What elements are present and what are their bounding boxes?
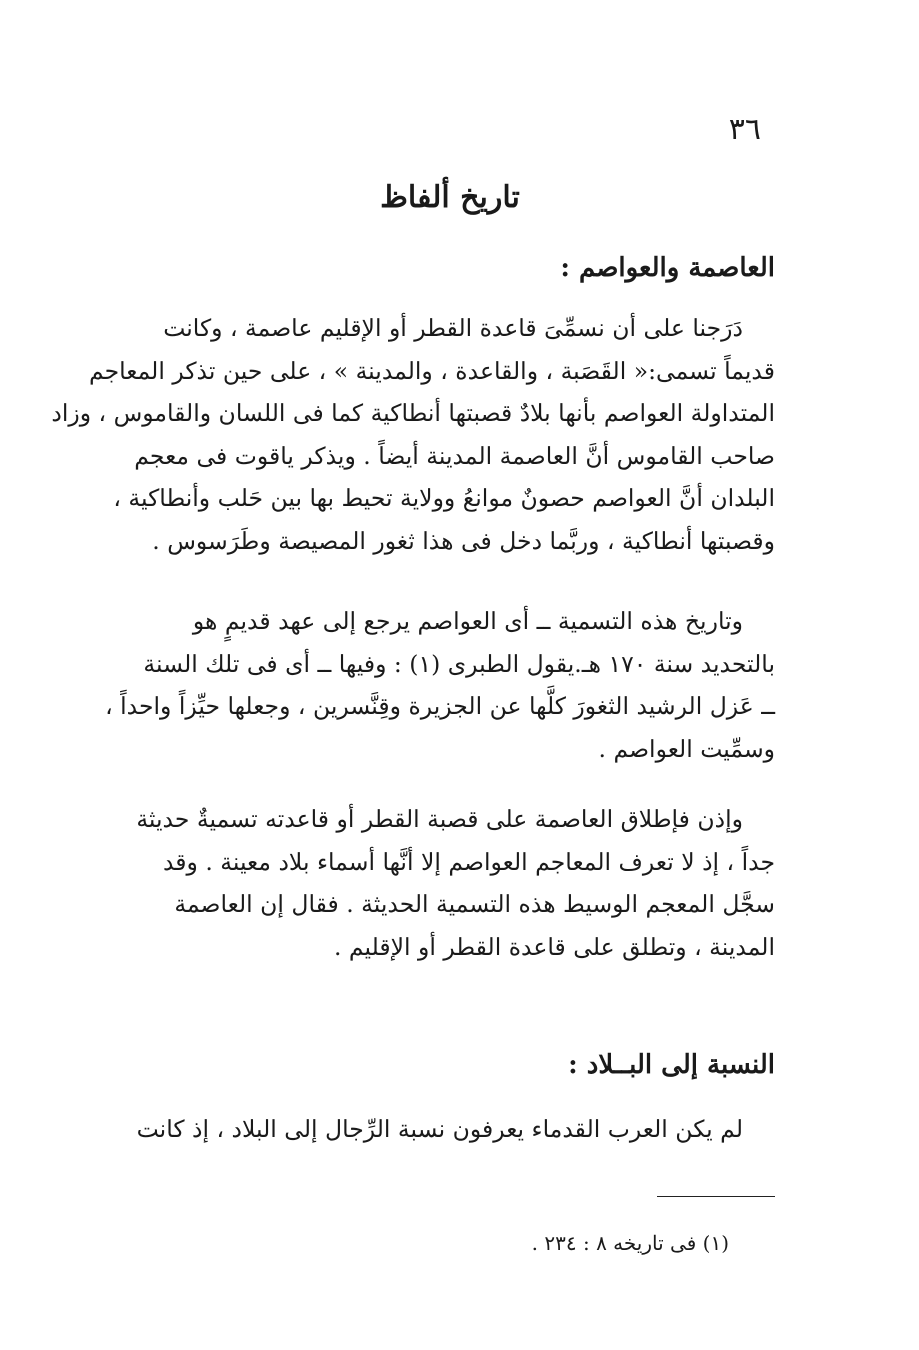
text-line: وسمِّيت العواصم . <box>598 734 775 763</box>
page-title: تاريخ ألفاظ <box>380 180 520 215</box>
footnote: (١) فى تاريخه ٨ : ٢٣٤ . <box>531 1231 729 1255</box>
paragraph-capitals-3 <box>135 798 775 968</box>
text-line: لم يكن العرب القدماء يعرفون نسبة الرِّجال إلى البلاد ، إذ كانت <box>136 1115 743 1143</box>
section-heading-capitals: العاصمة والعواصم : <box>560 253 775 283</box>
page-number: ٣٦ <box>728 112 761 147</box>
text-line: المتداولة العواصم بأنها بلادٌ قصبتها أنطاكية كما فى اللسان والقاموس ، وزاد <box>51 399 775 427</box>
text-line: وقصبتها أنطاكية ، وربَّما دخل فى هذا ثغور المصيصة وطَرَسوس . <box>152 526 775 555</box>
text-line: قديماً تسمى:« القَصَبة ، والقاعدة ، والمدينة » ، على حين تذكر المعاجم <box>88 356 775 385</box>
paragraph-capitals-1 <box>51 307 775 562</box>
footnote-divider <box>657 1196 775 1197</box>
text-line: البلدان أنَّ العواصم حصونٌ موانعُ وولاية تحيط بها بين حَلب وأنطاكية ، <box>113 484 775 512</box>
text-line: بالتحديد سنة ١٧٠ هـ.يقول الطبرى (١) : وفيها ــ أى فى تلك السنة <box>143 649 775 678</box>
text-line: وتاريخ هذه التسمية ــ أى العواصم يرجع إلى عهد قديمٍ هو <box>192 607 743 635</box>
paragraph-capitals-2 <box>105 600 775 770</box>
section-heading-attribution: النسبة إلى البــلاد : <box>568 1050 775 1080</box>
text-line: ــ عَزل الرشيد الثغورَ كلَّها عن الجزيرة وقِنَّسرين ، وجعلها حيِّزاً واحداً ، <box>105 692 775 720</box>
text-line: دَرَجنا على أن نسمِّىَ قاعدة القطر أو الإقليم عاصمة ، وكانت <box>163 314 743 342</box>
text-line: وإذن فإطلاق العاصمة على قصبة القطر أو قاعدته تسميةٌ حديثة <box>136 805 743 833</box>
text-line: جداً ، إذ لا تعرف المعاجم العواصم إلا أنَّها أسماء بلاد معينة . وقد <box>162 847 775 876</box>
text-line: صاحب القاموس أنَّ العاصمة المدينة أيضاً . ويذكر ياقوت فى معجم <box>134 441 775 470</box>
text-line: المدينة ، وتطلق على قاعدة القطر أو الإقليم . <box>333 932 775 961</box>
paragraph-attribution-1 <box>135 1108 775 1151</box>
text-line: سجَّل المعجم الوسيط هذه التسمية الحديثة . فقال إن العاصمة <box>174 890 775 918</box>
